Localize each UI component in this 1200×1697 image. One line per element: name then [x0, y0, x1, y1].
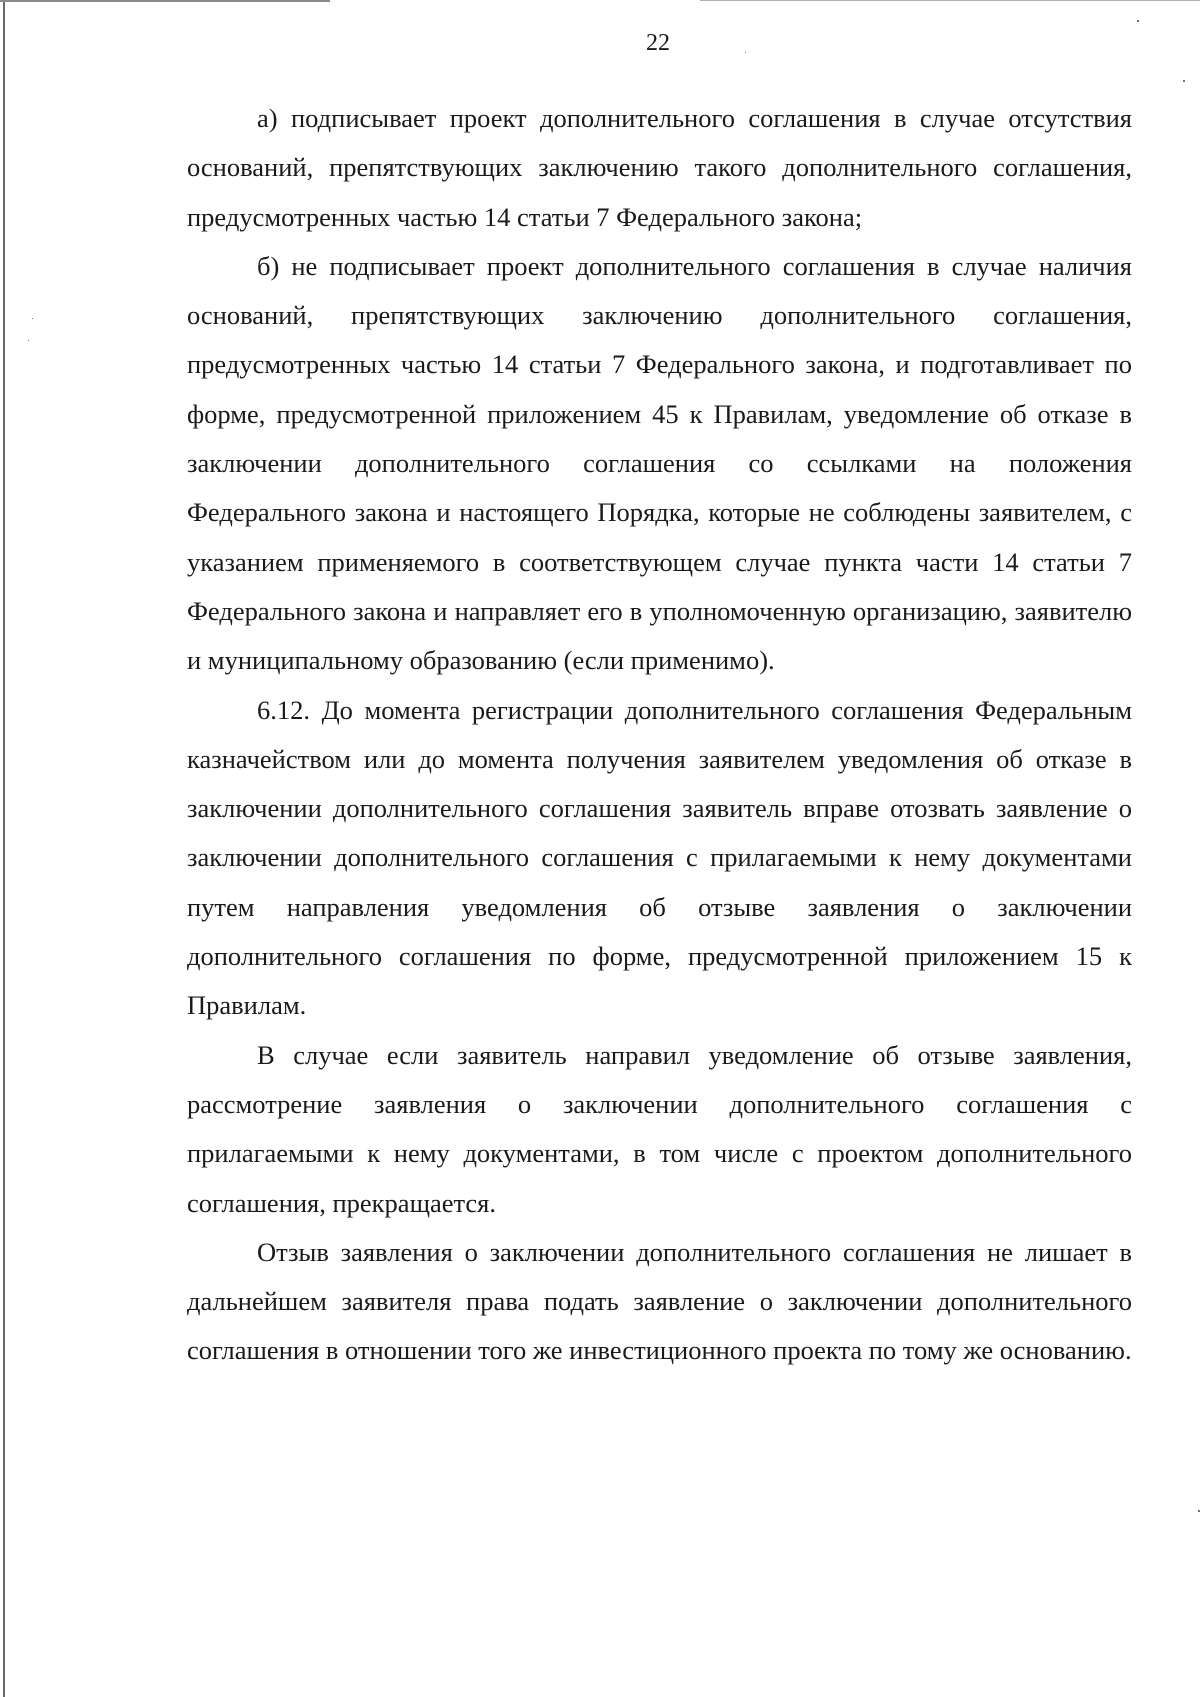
paragraph-withdrawal-rights: Отзыв заявления о заключении дополнительного соглашения не лишает в дальнейшем заявителя права подать заявление о заключении дополнительного соглашения в отношении того же инвестиционного проекта по тому же основанию.	[187, 1236, 1132, 1366]
scan-speck	[32, 318, 33, 319]
scan-speck	[1137, 20, 1139, 22]
page-number: 22	[646, 30, 670, 56]
scan-speck	[28, 340, 29, 341]
paragraph-withdrawal-case: В случае если заявитель направил уведомление об отзыве заявления, рассмотрение заявления о заключении дополнительного соглашения с прилагаемыми к нему документами, в том числе с проектом дополнительного соглашения, прекращается.	[187, 1039, 1132, 1218]
document-body	[187, 94, 1132, 1376]
paragraph-6-12: 6.12. До момента регистрации дополнительного соглашения Федеральным казначейством или до момента получения заявителем уведомления об отказе в заключении дополнительного соглашения заявитель вправе отозвать заявление о заключении дополнительного соглашения с прилагаемыми к нему документами путем направления уведомления об отзыве заявления о заключении дополнительного соглашения по форме, предусмотренной приложением 15 к Правилам.	[187, 694, 1132, 1021]
scan-top-edge	[0, 0, 330, 2]
scan-top-edge-right	[700, 0, 1200, 1]
scan-speck	[1183, 80, 1185, 82]
paragraph-a: а) подписывает проект дополнительного соглашения в случае отсутствия оснований, препятствующих заключению такого дополнительного соглашения, предусмотренных частью 14 статьи 7 Федерального закона;	[187, 103, 1132, 232]
scan-left-edge	[3, 0, 5, 1697]
paragraph-b: б) не подписывает проект дополнительного соглашения в случае наличия оснований, препятствующих заключению дополнительного соглашения, предусмотренных частью 14 статьи 7 Федерального закона, и подготавливает по форме, предусмотренной приложением 45 к Правилам, уведомление об отказе в заключении дополнительного соглашения со ссылками на положения Федерального закона и настоящего Порядка, которые не соблюдены заявителем, с указанием применяемого в соответствующем случае пункта части 14 статьи 7 Федерального закона и направляет его в уполномоченную организацию, заявителю и муниципальному образованию (если применимо).	[187, 250, 1132, 676]
